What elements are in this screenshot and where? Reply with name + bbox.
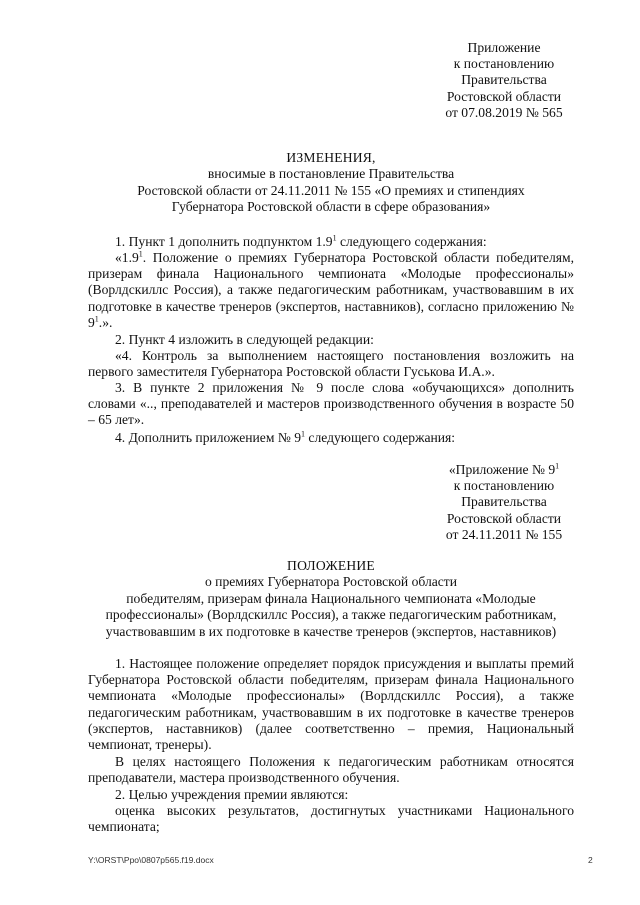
new-appendix-line: «Приложение № $9^1$: [448, 461, 560, 477]
changes-title: [88, 150, 574, 216]
item-4: 4. Дополнить приложением № $9^1$ следующего содержания:: [115, 429, 456, 445]
appendix-header-line: Правительства: [461, 72, 547, 88]
changes-title-sub: Губернатора Ростовской области в сфере образования»: [171, 199, 491, 215]
regulation-paragraph-2: В целях настоящего Положения к педагогическим работникам относятся преподаватели, мастера производственного обучения.: [88, 754, 574, 786]
regulation-paragraph-1: 1. Настоящее положение определяет порядок присуждения и выплаты премий Губернатора Ростовской области победителям, призерам финала Национального чемпионата «Молодые профессионалы» (Ворлдскиллс Россия), а также педагогическим работникам, участвовавшим в их подготовке в качестве тренеров (экспертов, наставников) (далее соответственно – премия, Национальный чемпионат, тренеры).: [88, 656, 574, 753]
regulation-paragraph-3: 2. Целью учреждения премии являются:: [115, 787, 349, 802]
changes-title-sub: вносимые в постановление Правительства: [207, 166, 455, 182]
appendix-header-line: Ростовской области: [446, 88, 562, 104]
regulation-title-main: ПОЛОЖЕНИЕ: [287, 558, 375, 573]
appendix-header-line: Приложение: [467, 40, 541, 55]
regulation-title-sub: профессионалы» (Ворлдскиллс Россия), а также педагогическим работникам,: [105, 607, 557, 623]
footer-page-number: 2: [588, 855, 593, 865]
appendix-header: [425, 40, 583, 121]
appendix-header-line: к постановлению: [453, 56, 555, 72]
regulation-title-sub: победителям, призерам финала Национального чемпионата «Молодые: [126, 590, 536, 606]
appendix-header-line: от 07.08.2019 № 565: [445, 104, 563, 120]
new-appendix-header: [425, 462, 583, 543]
footer-file-path: Y:\ORST\Ppo\0807p565.f19.docx: [88, 855, 214, 865]
changes-title-sub: Ростовской области от 24.11.2011 № 155 «О премиях и стипендиях: [137, 182, 525, 198]
changes-title-main: ИЗМЕНЕНИЯ,: [286, 150, 376, 165]
new-appendix-line: от 24.11.2011 № 155: [445, 526, 563, 542]
item-3: 3. В пункте 2 приложения № 9 после слова «обучающихся» дополнить словами «.., преподавателей и мастеров производственного обучения в возрасте 50 – 65 лет».: [88, 380, 574, 428]
regulation-paragraph-4: оценка высоких результатов, достигнутых участниками Национального чемпионата;: [88, 803, 574, 835]
item-1-quote: «$1.9^1$. Положение о премиях Губернатора Ростовской области победителям, призерам финала Национального чемпионата «Молодые профессионалы» (Ворлдскиллс Россия), а также педагогическим работникам, участвовавшим в их подготовке в качестве тренеров (экспертов, наставников), согласно приложению № $9^1$.».: [88, 249, 574, 330]
item-2: 2. Пункт 4 изложить в следующей редакции:: [115, 332, 374, 347]
regulation-title: [88, 558, 574, 640]
new-appendix-line: Ростовской области: [446, 510, 562, 526]
regulation-title-sub: о премиях Губернатора Ростовской области: [204, 574, 458, 590]
item-1: 1. Пункт 1 дополнить подпунктом $1.9^1$ следующего содержания:: [115, 233, 487, 249]
item-2-quote: «4. Контроль за выполнением настоящего постановления возложить на первого заместителя Губернатора Ростовской области Гуськова И.А.».: [88, 348, 574, 380]
new-appendix-line: к постановлению: [453, 478, 555, 494]
new-appendix-line: Правительства: [461, 494, 547, 510]
regulation-title-sub: участвовавшим в их подготовке в качестве тренеров (экспертов, наставников): [105, 623, 557, 639]
